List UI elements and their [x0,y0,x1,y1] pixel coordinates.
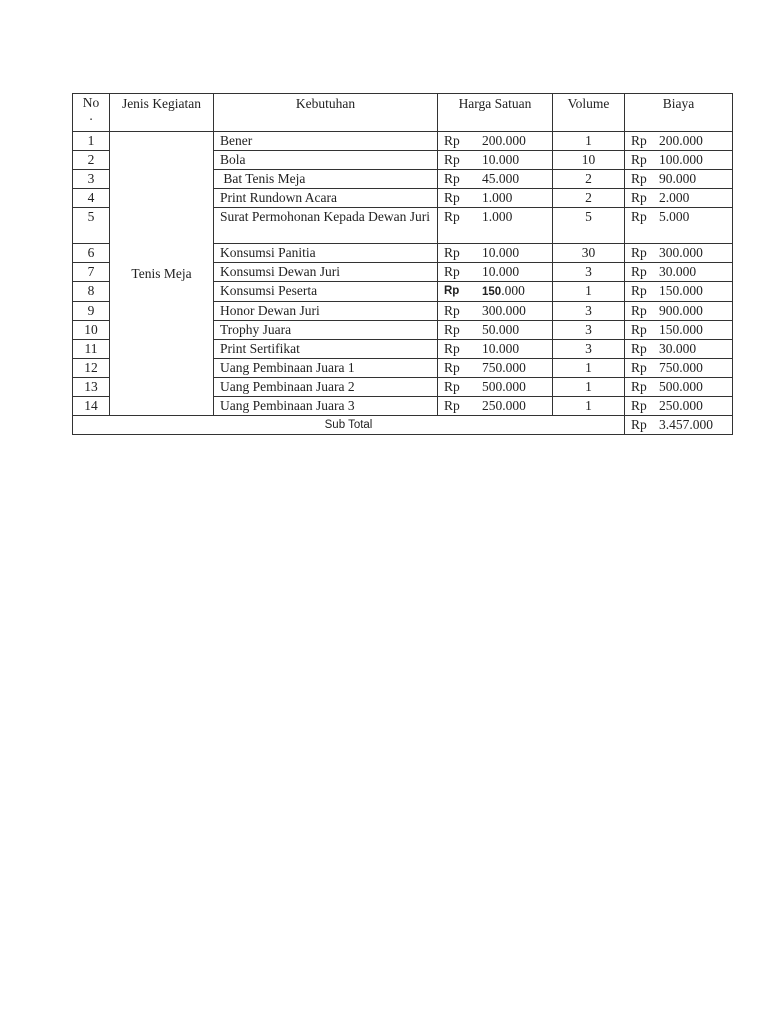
harga-amount: 750.000 [482,360,526,375]
harga-currency: Rp [444,398,460,413]
header-volume: Volume [553,94,625,132]
biaya-cell [625,151,733,170]
harga-satuan-cell [438,263,553,282]
harga-amount: 50.000 [482,322,520,337]
biaya-cell [625,170,733,189]
harga-currency: Rp [444,341,460,356]
header-no: No . [73,94,110,132]
kebutuhan-cell: Trophy Juara [214,321,438,340]
header-harga-satuan: Harga Satuan [438,94,553,132]
harga-currency: Rp [444,190,460,205]
row-number: 14 [73,397,110,416]
header-biaya: Biaya [625,94,733,132]
row-number: 12 [73,359,110,378]
biaya-cell [625,263,733,282]
biaya-cell [625,397,733,416]
biaya-amount: 30.000 [659,341,697,356]
row-number: 8 [73,282,110,302]
biaya-amount: 500.000 [659,379,703,394]
row-number: 4 [73,189,110,208]
biaya-cell [625,321,733,340]
header-row [73,94,733,132]
header-kebutuhan: Kebutuhan [214,94,438,132]
biaya-amount: 750.000 [659,360,703,375]
biaya-amount: 90.000 [659,171,697,186]
kebutuhan-cell: Bener [214,132,438,151]
row-number: 1 [73,132,110,151]
harga-currency: Rp [444,264,460,279]
harga-amount: 300.000 [482,303,526,318]
harga-amount: 500.000 [482,379,526,394]
biaya-currency: Rp [631,379,647,394]
harga-amount: 1.000 [482,209,513,224]
biaya-cell [625,359,733,378]
kebutuhan-cell: Bola [214,151,438,170]
kebutuhan-cell: Print Sertifikat [214,340,438,359]
harga-currency: Rp [444,171,460,186]
harga-currency: Rp [444,379,460,394]
biaya-cell [625,340,733,359]
volume-cell: 3 [553,321,625,340]
volume-cell: 3 [553,263,625,282]
harga-satuan-cell [438,302,553,321]
biaya-cell [625,208,733,244]
volume-cell: 1 [553,378,625,397]
harga-amount: 10.000 [482,264,520,279]
kebutuhan-cell: Uang Pembinaan Juara 1 [214,359,438,378]
biaya-amount: 2.000 [659,190,690,205]
volume-cell: 5 [553,208,625,244]
harga-currency: Rp [444,133,460,148]
biaya-currency: Rp [631,303,647,318]
harga-amount-bold-part: 150 [482,286,502,298]
harga-satuan-cell [438,132,553,151]
subtotal-currency: Rp [631,417,647,432]
harga-satuan-cell [438,170,553,189]
subtotal-value: 3.457.000 [659,417,713,432]
kebutuhan-cell: Konsumsi Dewan Juri [214,263,438,282]
row-number: 7 [73,263,110,282]
subtotal-row [73,416,733,435]
harga-satuan-cell [438,321,553,340]
subtotal-value-cell [625,416,733,435]
harga-amount: 10.000 [482,341,520,356]
row-number: 11 [73,340,110,359]
volume-cell: 10 [553,151,625,170]
row-number: 5 [73,208,110,244]
biaya-cell [625,282,733,302]
biaya-currency: Rp [631,360,647,375]
volume-cell: 2 [553,189,625,208]
volume-cell: 1 [553,359,625,378]
harga-amount-rest-part: .000 [501,283,525,298]
harga-currency: Rp [444,360,460,375]
harga-satuan-cell [438,244,553,263]
biaya-currency: Rp [631,245,647,260]
biaya-amount: 250.000 [659,398,703,413]
biaya-currency: Rp [631,264,647,279]
volume-cell: 2 [553,170,625,189]
biaya-cell [625,244,733,263]
volume-cell: 1 [553,132,625,151]
kebutuhan-cell: Surat Permohonan Kepada Dewan Juri [214,208,438,244]
harga-satuan-cell [438,397,553,416]
biaya-cell [625,189,733,208]
biaya-cell [625,302,733,321]
harga-satuan-cell [438,189,553,208]
biaya-currency: Rp [631,152,647,167]
biaya-amount: 150.000 [659,283,703,298]
budget-table [72,93,733,435]
harga-amount: 45.000 [482,171,520,186]
row-number: 13 [73,378,110,397]
biaya-currency: Rp [631,283,647,298]
harga-amount: 250.000 [482,398,526,413]
kebutuhan-cell: Honor Dewan Juri [214,302,438,321]
volume-cell: 3 [553,340,625,359]
row-number: 9 [73,302,110,321]
row-number: 2 [73,151,110,170]
biaya-amount: 150.000 [659,322,703,337]
row-number: 6 [73,244,110,263]
row-number: 10 [73,321,110,340]
biaya-amount: 300.000 [659,245,703,260]
biaya-cell [625,378,733,397]
biaya-currency: Rp [631,133,647,148]
harga-currency: Rp [444,152,460,167]
kebutuhan-cell: Konsumsi Peserta [214,282,438,302]
harga-currency: Rp [444,245,460,260]
subtotal-label: Sub Total [73,416,625,435]
harga-currency: Rp [444,285,460,297]
harga-amount: 1.000 [482,190,513,205]
biaya-amount: 900.000 [659,303,703,318]
volume-cell: 3 [553,302,625,321]
biaya-currency: Rp [631,190,647,205]
kebutuhan-cell: Print Rundown Acara [214,189,438,208]
harga-satuan-cell [438,208,553,244]
harga-satuan-cell [438,359,553,378]
harga-currency: Rp [444,209,460,224]
kebutuhan-cell: Uang Pembinaan Juara 3 [214,397,438,416]
harga-satuan-cell [438,282,553,302]
table-row [73,132,733,151]
biaya-currency: Rp [631,209,647,224]
biaya-cell [625,132,733,151]
row-number: 3 [73,170,110,189]
biaya-amount: 100.000 [659,152,703,167]
header-jenis-kegiatan: Jenis Kegiatan [110,94,214,132]
volume-cell: 1 [553,397,625,416]
harga-currency: Rp [444,322,460,337]
kebutuhan-cell: Bat Tenis Meja [214,170,438,189]
harga-amount [482,283,546,300]
harga-satuan-cell [438,151,553,170]
biaya-currency: Rp [631,171,647,186]
harga-amount: 10.000 [482,245,520,260]
biaya-amount: 200.000 [659,133,703,148]
harga-satuan-cell [438,378,553,397]
biaya-currency: Rp [631,341,647,356]
biaya-amount: 30.000 [659,264,697,279]
volume-cell: 1 [553,282,625,302]
harga-amount: 200.000 [482,133,526,148]
biaya-amount: 5.000 [659,209,690,224]
kebutuhan-cell: Uang Pembinaan Juara 2 [214,378,438,397]
harga-satuan-cell [438,340,553,359]
harga-amount: 10.000 [482,152,520,167]
volume-cell: 30 [553,244,625,263]
harga-currency: Rp [444,303,460,318]
biaya-currency: Rp [631,322,647,337]
kebutuhan-cell: Konsumsi Panitia [214,244,438,263]
jenis-kegiatan-cell: Tenis Meja [110,132,214,416]
biaya-currency: Rp [631,398,647,413]
